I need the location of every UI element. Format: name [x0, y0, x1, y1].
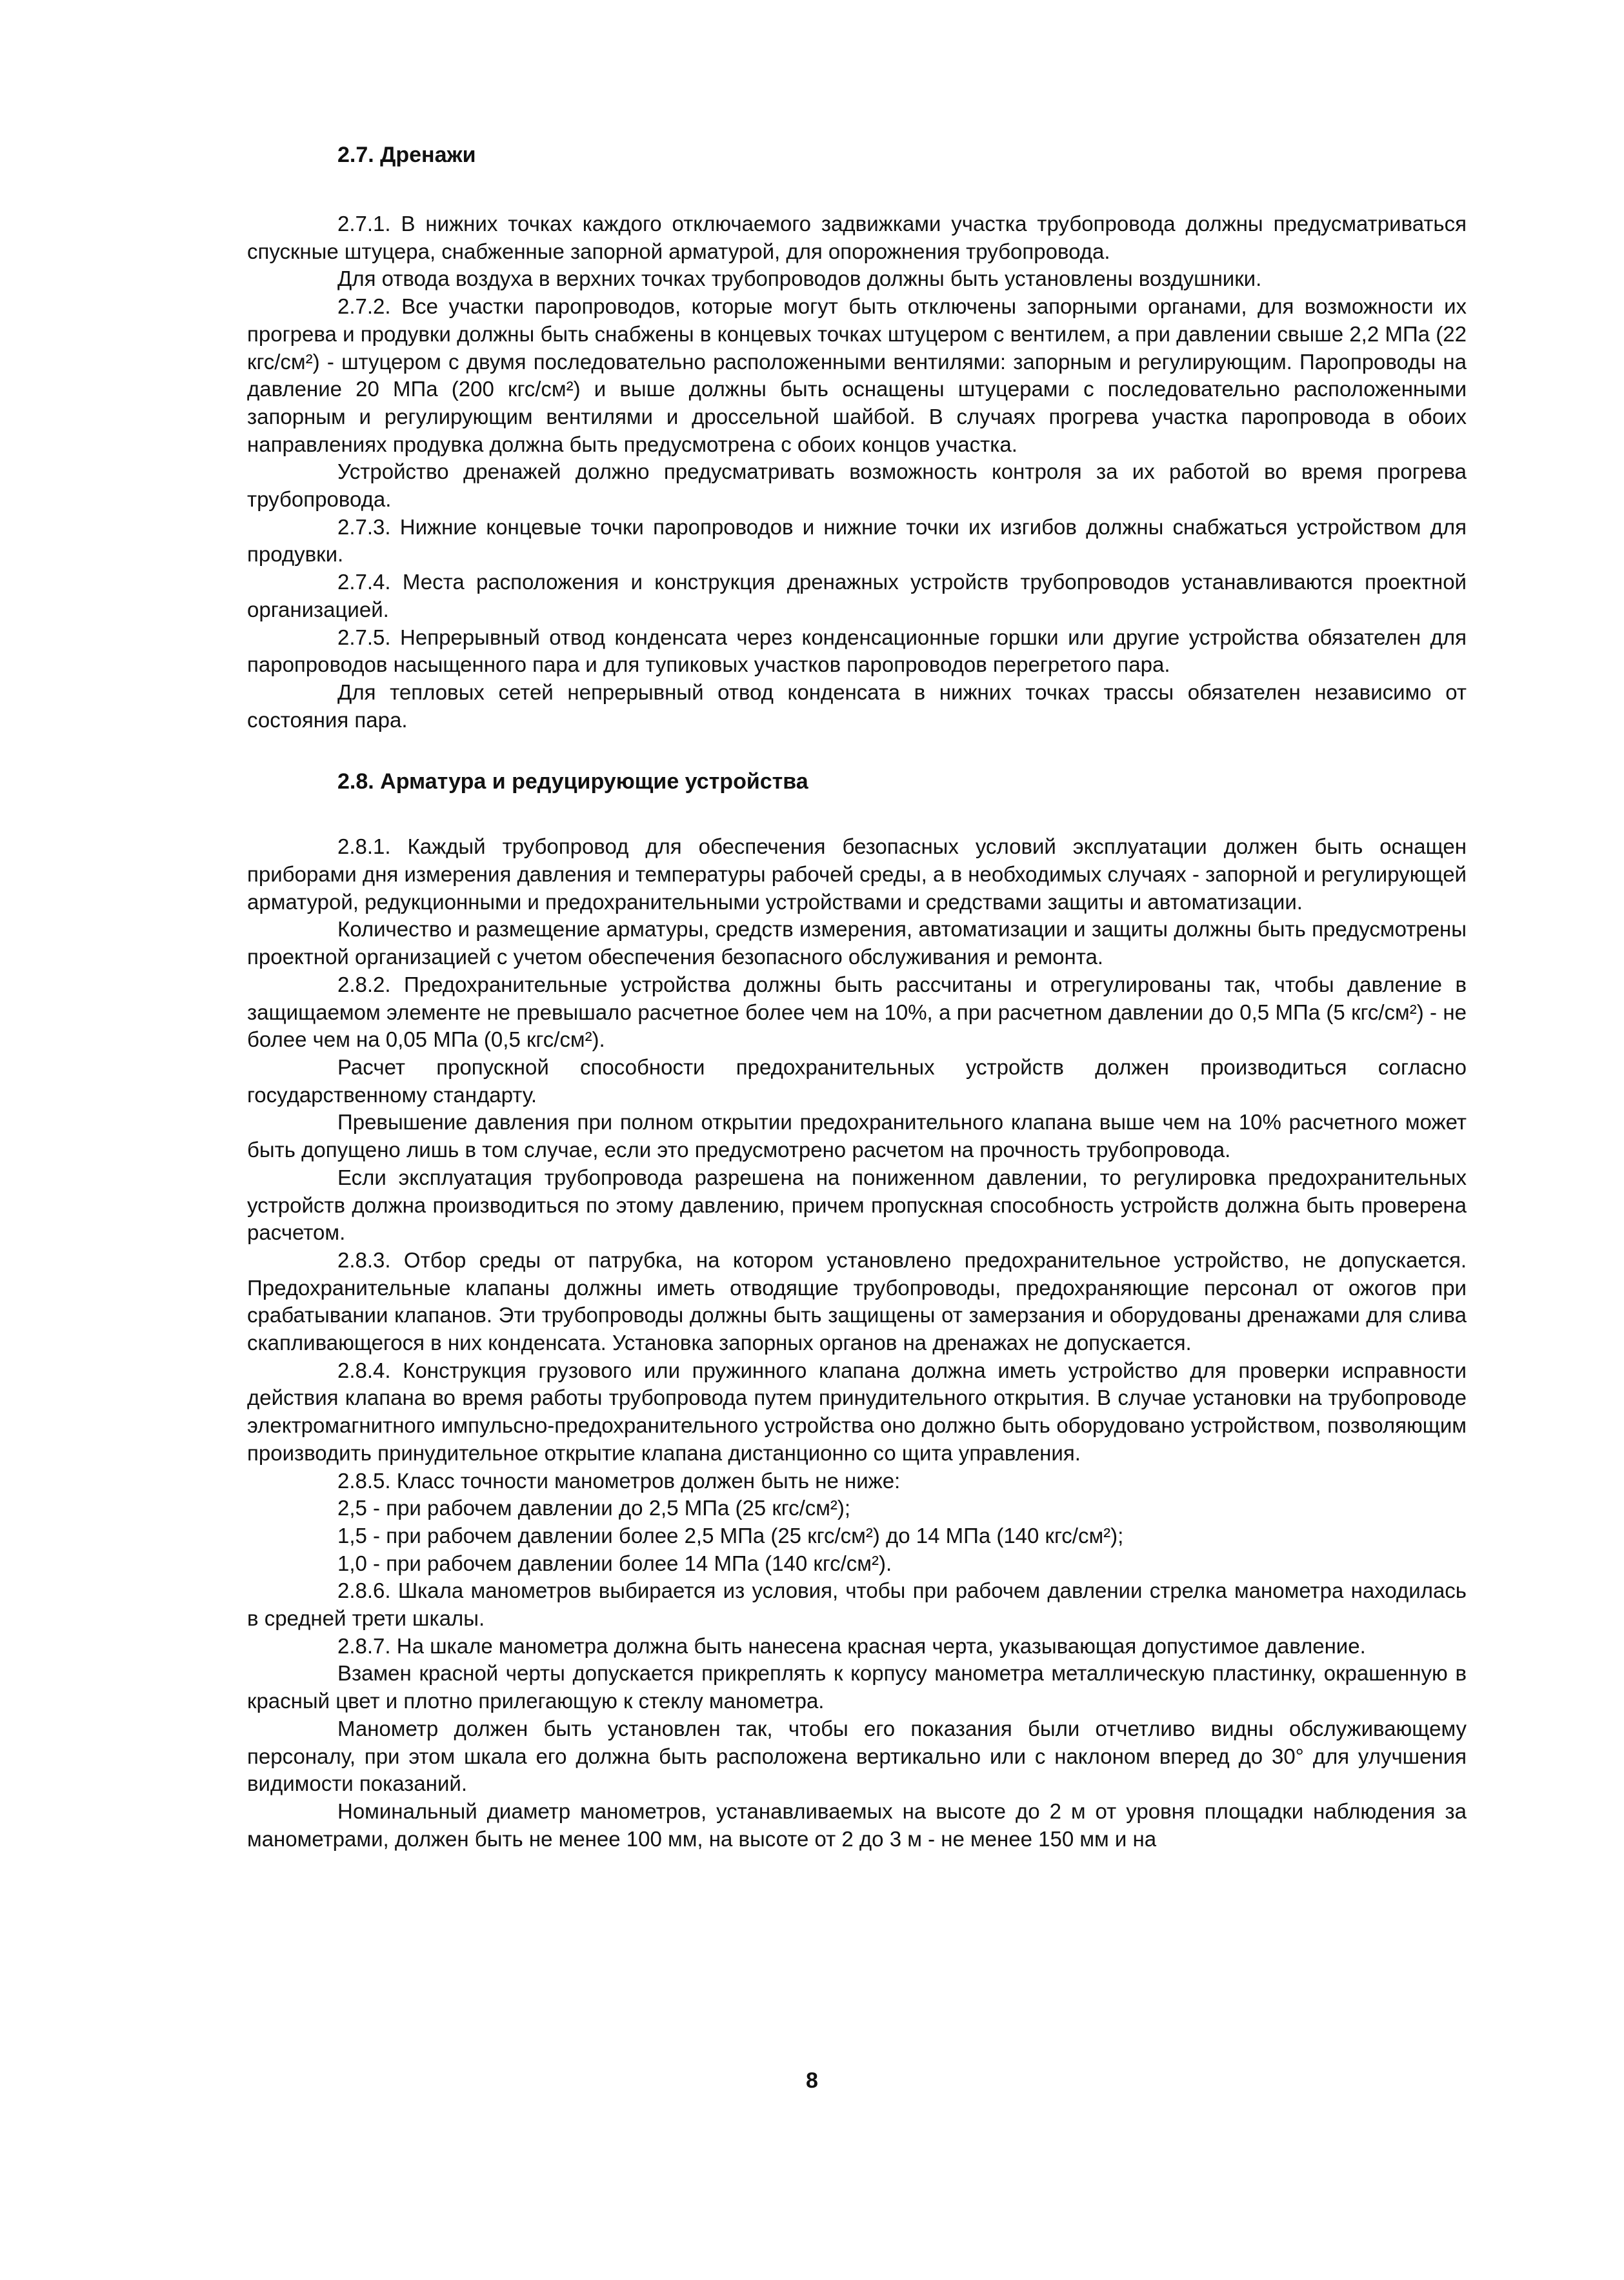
paragraph-2-8-1: 2.8.1. Каждый трубопровод для обеспечения безопасных условий эксплуатации должен быть оснащен приборами дня измерения давления и температуры рабочей среды, а в необходимых случаях - запорной и регулирующей арматурой, редукционными и предохранительными устройствами и средствами защиты и автоматизации. — [247, 834, 1467, 914]
paragraph-red-plate: Взамен красной черты допускается прикреплять к корпусу манометра металлическую пластинку, окрашенную в красный цвет и плотно прилегающую к стеклу манометра. — [247, 1661, 1467, 1713]
paragraph-pressure-excess: Превышение давления при полном открытии предохранительного клапана выше чем на 10% расчетного может быть допущено лишь в том случае, если это предусмотрено расчетом на прочность трубопровода. — [247, 1110, 1467, 1162]
paragraph-2-7-4: 2.7.4. Места расположения и конструкция дренажных устройств трубопроводов устанавливаются проектной организацией. — [247, 570, 1467, 621]
paragraph-2-7-2: 2.7.2. Все участки паропроводов, которые могут быть отключены запорными органами, для возможности их прогрева и продувки должны быть снабжены в концевых точках штуцером с вентилем, а при давлении свыше 2,2 МПа (22 кгс/см²) - штуцером с двумя последовательно расположенными вентилями: запорным и регулирующим. Паропроводы на давление 20 МПа (200 кгс/см²) и выше должны быть оснащены штуцерами с последовательно расположенными запорным и регулирующим вентилями и дроссельной шайбой. В случаях прогрева участка паропровода в обоих направлениях продувка должна быть предусмотрена с обоих концов участка. — [247, 294, 1467, 456]
paragraph-2-8-3: 2.8.3. Отбор среды от патрубка, на котором установлено предохранительное устройство, не допускается. Предохранительные клапаны должны иметь отводящие трубопроводы, предохраняющие персонал от ожогов при срабатывании клапанов. Эти трубопроводы должны быть защищены от замерзания и оборудованы дренажами для слива скапливающегося в них конденсата. Установка запорных органов на дренажах не допускается. — [247, 1247, 1467, 1355]
paragraph-air-vents: Для отвода воздуха в верхних точках трубопроводов должны быть установлены воздушники. — [337, 267, 1262, 291]
paragraph-gauge-diameter: Номинальный диаметр манометров, устанавливаемых на высоте до 2 м от уровня площадки наблюдения за манометрами, должен быть не менее 100 мм, на высоте от 2 до 3 м - не менее 150 мм и на — [247, 1799, 1467, 1851]
list-item: 1,0 - при рабочем давлении более 14 МПа (140 кгс/см²). — [337, 1551, 892, 1575]
paragraph-drain-control: Устройство дренажей должно предусматривать возможность контроля за их работой во время прогрева трубопровода. — [247, 459, 1467, 512]
paragraph-reduced-pressure: Если эксплуатация трубопровода разрешена на пониженном давлении, то регулировка предохранительных устройств должна производиться по этому давлению, причем пропускная способность устройств должна быть проверена расчетом. — [247, 1165, 1467, 1245]
page-number: 8 — [806, 2068, 818, 2093]
paragraph-2-8-4: 2.8.4. Конструкция грузового или пружинного клапана должна иметь устройство для проверки исправности действия клапана во время работы трубопровода путем принудительного открытия. В случае установки на трубопроводе электромагнитного импульсно-предохранительного устройства оно должно быть оборудовано устройством, позволяющим производить принудительное открытие клапана дистанционно со щита управления. — [247, 1358, 1467, 1465]
paragraph-fittings-quantity: Количество и размещение арматуры, средств измерения, автоматизации и защиты должны быть предусмотрены проектной организацией с учетом обеспечения безопасного обслуживания и ремонта. — [247, 917, 1467, 969]
document-page — [247, 142, 1467, 1853]
paragraph-2-8-7: 2.8.7. На шкале манометра должна быть нанесена красная черта, указывающая допустимое давление. — [337, 1633, 1366, 1658]
paragraph-2-7-5: 2.7.5. Непрерывный отвод конденсата через конденсационные горшки или другие устройства обязателен для паропроводов насыщенного пара и для тупиковых участков паропроводов перегретого пара. — [247, 625, 1467, 677]
paragraph-2-7-3: 2.7.3. Нижние концевые точки паропроводов и нижние точки их изгибов должны снабжаться устройством для продувки. — [247, 514, 1467, 567]
list-item: 2,5 - при рабочем давлении до 2,5 МПа (25 кгс/см²); — [337, 1496, 851, 1520]
paragraph-2-8-5: 2.8.5. Класс точности манометров должен быть не ниже: — [337, 1468, 901, 1493]
paragraph-heat-networks: Для тепловых сетей непрерывный отвод конденсата в нижних точках трассы обязателен независимо от состояния пара. — [247, 680, 1467, 732]
section-heading-drainage: 2.7. Дренажи — [337, 143, 476, 167]
section-heading-fittings: 2.8. Арматура и редуцирующие устройства — [337, 769, 808, 794]
paragraph-2-7-1: 2.7.1. В нижних точках каждого отключаемого задвижками участка трубопровода должны предусматриваться спускные штуцера, снабженные запорной арматурой, для опорожнения трубопровода. — [247, 212, 1467, 263]
paragraph-capacity-calculation: Расчет пропускной способности предохранительных устройств должен производиться согласно государственному стандарту. — [247, 1054, 1467, 1107]
list-item: 1,5 - при рабочем давлении более 2,5 МПа (25 кгс/см²) до 14 МПа (140 кгс/см²); — [337, 1523, 1124, 1548]
paragraph-2-8-2: 2.8.2. Предохранительные устройства должны быть рассчитаны и отрегулированы так, чтобы давление в защищаемом элементе не превышало расчетное более чем на 10%, а при расчетном давлении до 0,5 МПа (5 кгс/см²) - не более чем на 0,05 МПа (0,5 кгс/см²). — [247, 972, 1467, 1052]
paragraph-gauge-installation: Манометр должен быть установлен так, чтобы его показания были отчетливо видны обслуживающему персоналу, при этом шкала его должна быть расположена вертикально или с наклоном вперед до 30° для улучшения видимости показаний. — [247, 1716, 1467, 1796]
paragraph-2-8-6: 2.8.6. Шкала манометров выбирается из условия, чтобы при рабочем давлении стрелка манометра находилась в средней трети шкалы. — [247, 1579, 1467, 1631]
